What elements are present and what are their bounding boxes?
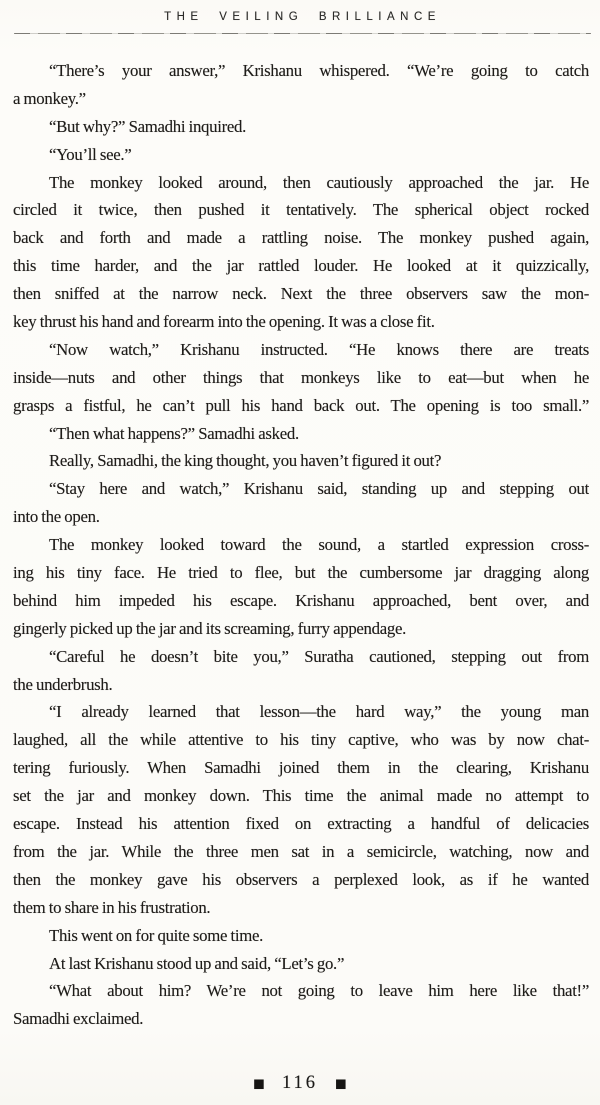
text-line: this time harder, and the jar rattled louder. He looked at it quizzically, <box>13 256 589 276</box>
text-line: grasps a fistful, he can’t pull his hand back out. The opening is too small.” <box>13 395 589 415</box>
paragraph <box>13 977 589 1033</box>
text-line: then the monkey gave his observers a perplexed look, as if he wanted <box>13 869 589 889</box>
text-line: This went on for quite some time. <box>49 925 264 945</box>
text-line: The monkey looked toward the sound, a startled expression cross- <box>49 535 589 555</box>
paragraph <box>13 950 589 978</box>
text-line: “Now watch,” Krishanu instructed. “He knows there are treats <box>49 339 589 359</box>
text-line: from the jar. While the three men sat in a semicircle, watching, now and <box>13 841 589 861</box>
paragraph <box>13 698 589 921</box>
paragraph <box>13 141 589 169</box>
paragraph <box>13 643 589 699</box>
text-line: The monkey looked around, then cautiously approached the jar. He <box>49 172 589 192</box>
header-rule <box>14 33 591 34</box>
paragraph <box>13 336 589 420</box>
text-line: At last Krishanu stood up and said, “Let’s go.” <box>49 953 345 973</box>
footer-ornament-right-square-icon: ■ <box>335 1075 347 1091</box>
text-line: tering furiously. When Samadhi joined them in the clearing, Krishanu <box>13 758 589 778</box>
text-line: a monkey.” <box>13 88 86 108</box>
text-line: “There’s your answer,” Krishanu whispered. “We’re going to catch <box>49 61 589 80</box>
paragraph <box>13 922 589 950</box>
paragraph <box>13 57 589 113</box>
running-head: THE VEILING BRILLIANCE <box>164 11 441 23</box>
text-line: circled it twice, then pushed it tentatively. The spherical object rocked <box>13 200 589 220</box>
text-line: “Stay here and watch,” Krishanu said, standing up and stepping out <box>49 479 589 499</box>
page-number: 116 <box>281 1072 319 1093</box>
text-line: “What about him? We’re not going to leave him here like that!” <box>49 981 589 1001</box>
text-line: into the open. <box>13 507 100 527</box>
text-line: escape. Instead his attention fixed on extracting a handful of delicacies <box>13 814 589 834</box>
paragraph <box>13 420 589 448</box>
text-line: Samadhi exclaimed. <box>13 1009 144 1029</box>
text-line: behind him impeded his escape. Krishanu approached, bent over, and <box>13 590 589 610</box>
text-line: the underbrush. <box>13 674 113 694</box>
paragraph <box>13 169 589 336</box>
text-line: key thrust his hand and forearm into the opening. It was a close fit. <box>13 312 435 332</box>
footer-ornament-left-square-icon: ■ <box>253 1075 265 1091</box>
text-line: them to share in his frustration. <box>13 897 211 917</box>
page-footer <box>0 1070 600 1096</box>
paragraph <box>13 113 589 141</box>
text-line: inside—nuts and other things that monkeys like to eat—but when he <box>13 367 589 387</box>
paragraph <box>13 531 589 643</box>
text-line: “Then what happens?” Samadhi asked. <box>49 423 299 443</box>
text-line: ing his tiny face. He tried to flee, but the cumbersome jar dragging along <box>13 563 589 583</box>
text-line: back and forth and made a rattling noise. The monkey pushed again, <box>13 228 589 248</box>
text-line: “But why?” Samadhi inquired. <box>49 116 247 136</box>
text-line: “Careful he doesn’t bite you,” Suratha cautioned, stepping out from <box>49 646 589 666</box>
text-line: laughed, all the while attentive to his tiny captive, who was by now chat- <box>13 730 589 750</box>
paragraph <box>13 475 589 531</box>
body-text <box>13 57 589 1033</box>
paragraph <box>13 447 589 475</box>
text-line: set the jar and monkey down. This time the animal made no attempt to <box>13 786 589 806</box>
text-line: gingerly picked up the jar and its screaming, furry appendage. <box>13 618 407 638</box>
text-line: Really, Samadhi, the king thought, you haven’t figured it out? <box>49 451 442 471</box>
text-line: then sniffed at the narrow neck. Next the three observers saw the mon- <box>13 284 589 304</box>
text-line: “You’ll see.” <box>49 144 132 164</box>
text-line: “I already learned that lesson—the hard way,” the young man <box>49 702 589 722</box>
